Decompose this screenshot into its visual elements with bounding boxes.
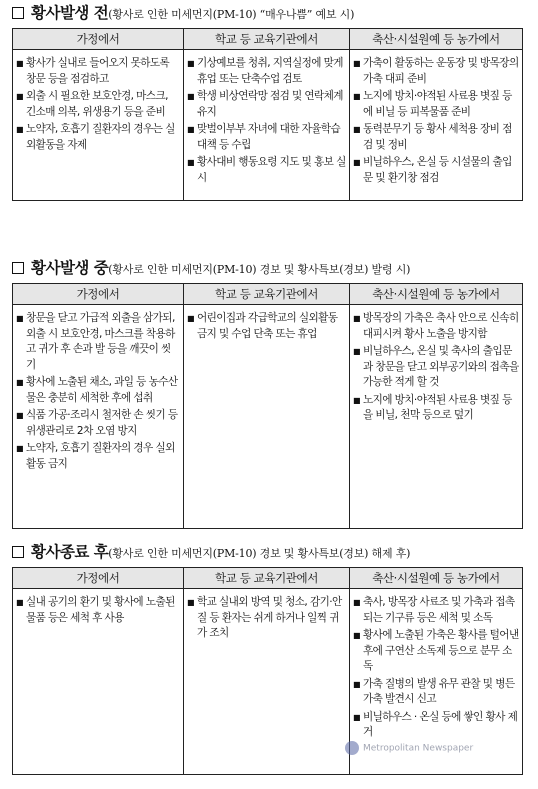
column-cell-home (13, 50, 184, 201)
section-title: 황사발생 중 (31, 258, 109, 277)
bullet-icon: ■ (353, 712, 360, 722)
list-item (353, 595, 519, 626)
bullet-icon: ■ (187, 598, 194, 607)
bullet-icon: ■ (353, 92, 360, 101)
list-item-text: 창문을 닫고 가급적 외출을 삼가되, 외출 시 보호안경, 마스크를 착용하고 귀가 후 손과 발 등을 깨끗이 씻기 (26, 312, 175, 371)
checkbox-icon (12, 7, 24, 19)
bullet-icon: ■ (353, 314, 360, 323)
list-item (16, 408, 180, 439)
list-item-text: 노약자, 호흡기 질환자의 경우 실외활동 금지 (26, 442, 175, 470)
list-item (353, 393, 519, 424)
list-item-text: 비닐하우스, 온실 및 축사의 출입문과 창문을 닫고 외부공기와의 접촉을 가능한 적게 할 것 (363, 345, 519, 388)
bullet-icon: ■ (353, 631, 360, 640)
column-cell-home (13, 589, 184, 775)
column-header-school: 학교 등 교육기관에서 (184, 568, 350, 589)
section-before (12, 2, 522, 201)
column-cell-home (13, 305, 184, 529)
section-after (12, 541, 522, 775)
list-item-text: 축사, 방목장 사료조 및 가축과 접촉되는 기구류 등은 세척 및 소독 (363, 596, 515, 624)
bullet-icon: ■ (187, 314, 194, 323)
bullet-icon: ■ (353, 59, 360, 68)
bullet-icon: ■ (187, 125, 194, 134)
list-item (16, 56, 180, 87)
list-item (353, 56, 519, 87)
checkbox-icon (12, 546, 24, 558)
list-item (187, 595, 346, 642)
column-header-school: 학교 등 교육기관에서 (184, 284, 350, 305)
bullet-icon: ■ (16, 314, 23, 323)
list-item (16, 595, 180, 626)
bullet-icon: ■ (353, 347, 360, 356)
section-title: 황사종료 후 (31, 542, 109, 561)
bullet-icon: ■ (187, 92, 194, 101)
column-header-farm: 축산·시설원예 등 농가에서 (350, 29, 523, 50)
list-item-text: 어린이집과 각급학교의 실외활동 금지 및 수업 단축 또는 휴업 (197, 312, 338, 340)
bullet-icon: ■ (16, 378, 23, 387)
list-item-text: 황사에 노출된 채소, 과일 등 농수산물은 충분히 세척한 후에 섭취 (26, 376, 178, 404)
list-item-text: 노약자, 호흡기 질환자의 경우는 실외활동을 자제 (26, 123, 175, 151)
list-item (16, 311, 180, 373)
guidelines-table (12, 283, 523, 529)
list-item (187, 155, 346, 186)
bullet-icon: ■ (16, 444, 23, 453)
list-item-text: 노지에 방치·야적된 사료용 볏짚 등을 비닐, 천막 등으로 덮기 (363, 393, 512, 421)
list-item-text: 황사가 실내로 들어오지 못하도록 창문 등을 점검하고 (26, 57, 170, 85)
list-item (187, 311, 346, 342)
newspaper-logo-icon (345, 741, 359, 755)
list-item-text: 비닐하우스 · 온실 등에 쌓인 황사 제거 (363, 710, 518, 738)
list-item-text: 외출 시 필요한 보호안경, 마스크, 긴소매 의복, 위생용기 등을 준비 (26, 90, 168, 118)
column-cell-school (184, 50, 350, 201)
bullet-icon: ■ (353, 125, 360, 134)
bullet-icon: ■ (16, 59, 23, 68)
section-subtitle: (황사로 인한 미세먼지(PM-10) “매우나쁨” 예보 시) (108, 8, 355, 21)
column-cell-farm (350, 50, 523, 201)
section-title: 황사발생 전 (31, 3, 109, 22)
column-header-home: 가정에서 (13, 284, 184, 305)
section-subtitle: (황사로 인한 미세먼지(PM-10) 경보 및 황사특보(경보) 해제 후) (108, 547, 411, 560)
section-subtitle: (황사로 인한 미세먼지(PM-10) 경보 및 황사특보(경보) 발령 시) (108, 263, 411, 276)
list-item (187, 122, 346, 153)
guidelines-table (12, 28, 523, 201)
bullet-icon: ■ (187, 59, 194, 68)
column-header-school: 학교 등 교육기관에서 (184, 29, 350, 50)
bullet-icon: ■ (187, 158, 194, 167)
list-item-text: 맞벌이부부 자녀에 대한 자율학습 대책 등 수립 (197, 123, 341, 151)
list-item-text: 기상예보를 청취, 지역실정에 맞게 휴업 또는 단축수업 검토 (197, 57, 343, 85)
list-item (353, 89, 519, 120)
column-header-farm: 축산·시설원예 등 농가에서 (350, 284, 523, 305)
section-heading (12, 2, 522, 24)
list-item (353, 122, 519, 153)
list-item (353, 710, 519, 741)
watermark (345, 741, 473, 755)
bullet-icon: ■ (16, 92, 23, 101)
section-during (12, 257, 522, 529)
list-item (16, 375, 180, 406)
list-item-text: 방목장의 가축은 축사 안으로 신속히 대피시켜 황사 노출을 방지함 (363, 312, 519, 340)
watermark-text: Metropolitan Newspaper (363, 743, 474, 754)
column-header-farm: 축산·시설원예 등 농가에서 (350, 568, 523, 589)
list-item-text: 실내 공기의 환기 및 황사에 노출된 물품 등은 세척 후 사용 (26, 596, 175, 624)
column-cell-school (184, 589, 350, 775)
column-cell-farm (350, 305, 523, 529)
bullet-icon: ■ (353, 679, 360, 689)
list-item (187, 89, 346, 120)
list-item-text: 학생 비상연락망 점검 및 연락체계 유지 (197, 90, 343, 118)
bullet-icon: ■ (16, 125, 23, 134)
bullet-icon: ■ (16, 598, 23, 607)
list-item (16, 441, 180, 472)
column-cell-school (184, 305, 350, 529)
section-heading (12, 541, 522, 563)
list-item-text: 노지에 방치·야적된 사료용 볏짚 등에 비닐 등 피복물품 준비 (363, 90, 512, 118)
bullet-icon: ■ (353, 158, 360, 167)
list-item-text: 황사에 노출된 가축은 황사를 털어낸 후에 구연산 소독제 등으로 분무 소독 (363, 629, 519, 672)
list-item-text: 비닐하우스, 온실 등 시설물의 출입문 및 환기창 점검 (363, 156, 512, 184)
bullet-icon: ■ (353, 598, 360, 607)
bullet-icon: ■ (353, 395, 360, 405)
list-item-text: 가축 질병의 발생 유무 관찰 및 병든 가축 발견시 신고 (363, 677, 515, 705)
list-item (353, 677, 519, 708)
list-item (16, 122, 180, 153)
checkbox-icon (12, 262, 24, 274)
list-item (353, 155, 519, 186)
column-header-home: 가정에서 (13, 29, 184, 50)
list-item (187, 56, 346, 87)
section-heading (12, 257, 522, 279)
list-item (353, 311, 519, 342)
bullet-icon: ■ (16, 411, 23, 420)
list-item (16, 89, 180, 120)
list-item-text: 식품 가공·조리시 철저한 손 씻기 등 위생관리로 2차 오염 방지 (26, 409, 178, 437)
list-item (353, 628, 519, 675)
list-item-text: 동력분무기 등 황사 세척용 장비 점검 및 정비 (363, 123, 512, 151)
column-header-home: 가정에서 (13, 568, 184, 589)
list-item-text: 가축이 활동하는 운동장 및 방목장의 가축 대피 준비 (363, 57, 519, 85)
list-item-text: 학교 실내외 방역 및 청소, 감기·안질 등 환자는 쉬게 하거나 일찍 귀가 조치 (197, 596, 342, 639)
list-item (353, 344, 519, 391)
list-item-text: 황사대비 행동요령 지도 및 홍보 실시 (197, 156, 346, 184)
